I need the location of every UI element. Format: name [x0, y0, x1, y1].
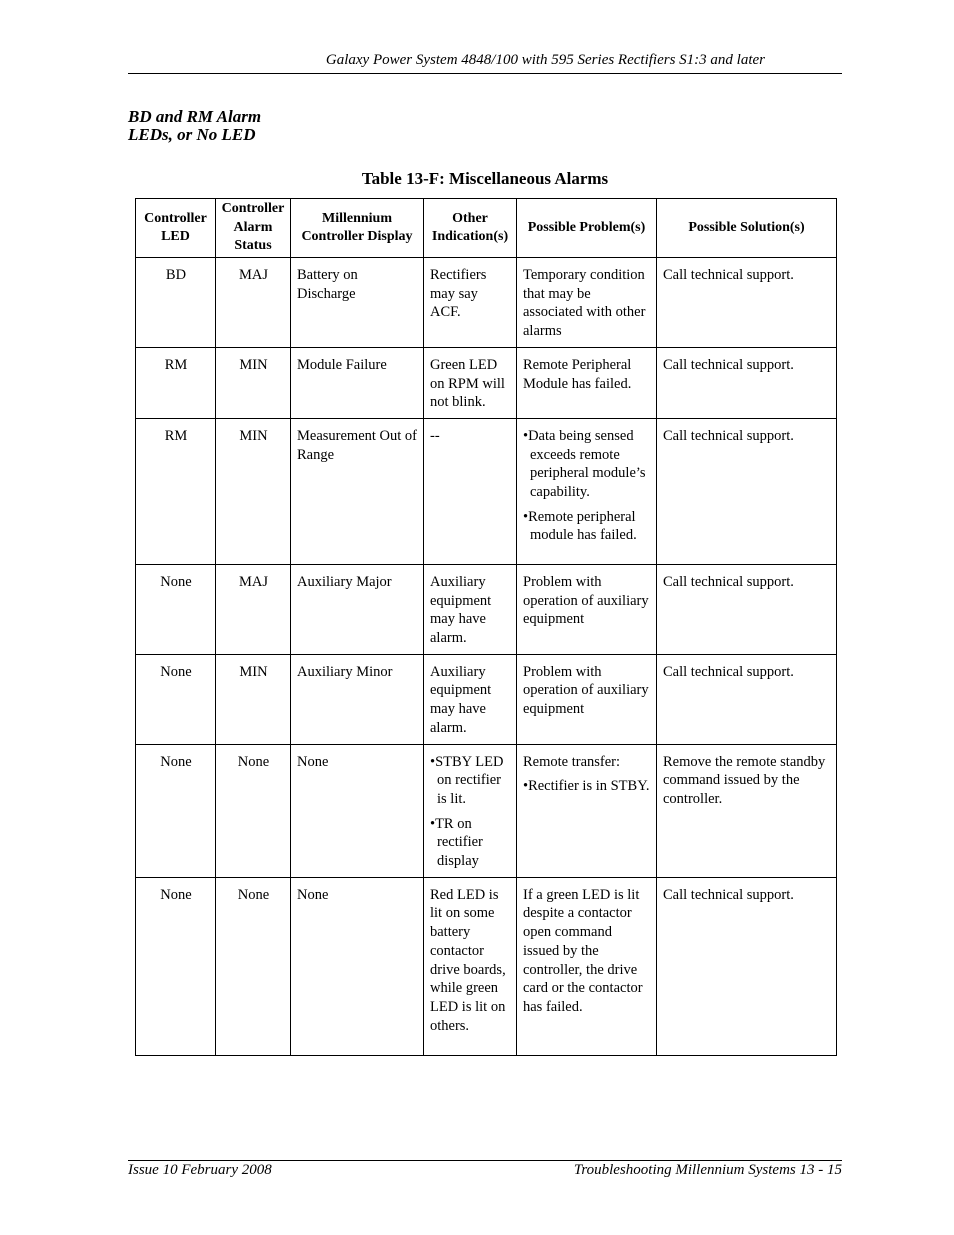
cell-other: Auxiliary equipment may have alarm.: [424, 564, 517, 654]
cell-other: Red LED is lit on some battery contactor drive boards, while green LED is lit on others.: [424, 877, 517, 1055]
cell-display: Measurement Out of Range: [291, 418, 424, 564]
cell-led: RM: [136, 418, 216, 564]
cell-problem: Problem with operation of auxiliary equipment: [517, 654, 657, 744]
cell-other: Green LED on RPM will not blink.: [424, 347, 517, 418]
bullet-item: •Remote peripheral module has failed.: [523, 508, 637, 544]
footer-issue-date: Issue 10 February 2008: [128, 1162, 272, 1178]
cell-status: MAJ: [216, 564, 291, 654]
cell-other: --: [424, 418, 517, 564]
column-header-controller-display: Millennium Controller Display: [291, 199, 424, 258]
section-title-line-2: LEDs, or No LED: [128, 125, 256, 144]
cell-solution: Call technical support.: [657, 418, 837, 564]
cell-problem: Remote Peripheral Module has failed.: [517, 347, 657, 418]
cell-status: MIN: [216, 418, 291, 564]
bullet-item: •STBY LED on rectifier is lit.: [430, 753, 504, 807]
column-header-other-indications: Other Indication(s): [424, 199, 517, 258]
cell-solution: Call technical support.: [657, 258, 837, 348]
cell-led: BD: [136, 258, 216, 348]
column-header-possible-problems: Possible Problem(s): [517, 199, 657, 258]
table-row: [136, 564, 837, 654]
cell-solution: Call technical support.: [657, 347, 837, 418]
table-row: [136, 347, 837, 418]
bullet-item: •Data being sensed exceeds remote peripheral module’s capability.: [523, 427, 646, 501]
cell-led: None: [136, 877, 216, 1055]
cell-problem: Remote transfer: •Rectifier is in STBY.: [517, 744, 657, 877]
cell-status: None: [216, 877, 291, 1055]
table-row: [136, 258, 837, 348]
table-row: [136, 654, 837, 744]
cell-led: RM: [136, 347, 216, 418]
cell-status: None: [216, 744, 291, 877]
bullet-item: •TR on rectifier display: [430, 815, 483, 870]
cell-status: MIN: [216, 654, 291, 744]
table-row: [136, 744, 837, 877]
footer-page-number: Troubleshooting Millennium Systems 13 - 15: [573, 1162, 842, 1178]
cell-solution: Remove the remote standby command issued by the controller.: [657, 744, 837, 877]
running-header: [128, 52, 842, 74]
cell-display: Auxiliary Major: [291, 564, 424, 654]
table-row: [136, 418, 837, 564]
cell-led: None: [136, 654, 216, 744]
cell-other: Auxiliary equipment may have alarm.: [424, 654, 517, 744]
cell-display: Auxiliary Minor: [291, 654, 424, 744]
cell-display: None: [291, 877, 424, 1055]
cell-problem: If a green LED is lit despite a contactor open command issued by the controller, the drive card or the contactor has failed.: [517, 877, 657, 1055]
cell-solution: Call technical support.: [657, 877, 837, 1055]
cell-solution: Call technical support.: [657, 564, 837, 654]
cell-display: None: [291, 744, 424, 877]
section-title: [128, 108, 261, 144]
cell-other: [424, 744, 517, 877]
cell-status: MIN: [216, 347, 291, 418]
running-header-text: Galaxy Power System 4848/100 with 595 Series Rectifiers S1:3 and later: [325, 52, 765, 68]
cell-other: Rectifiers may say ACF.: [424, 258, 517, 348]
column-header-controller-led: Controller LED: [136, 199, 216, 258]
cell-display: Module Failure: [291, 347, 424, 418]
cell-status: MAJ: [216, 258, 291, 348]
table-header-row: [136, 199, 837, 258]
alarms-table: [135, 198, 837, 1056]
section-title-line-1: BD and RM Alarm: [128, 107, 262, 126]
cell-problem: Temporary condition that may be associated with other alarms: [517, 258, 657, 348]
bullet-item: •Rectifier is in STBY.: [523, 778, 650, 795]
table-row: [136, 877, 837, 1055]
column-header-alarm-status: Controller Alarm Status: [216, 199, 291, 258]
cell-led: None: [136, 744, 216, 877]
footer-rule: [128, 1160, 842, 1161]
cell-display: Battery on Discharge: [291, 258, 424, 348]
cell-problem: Problem with operation of auxiliary equipment: [517, 564, 657, 654]
cell-solution: Call technical support.: [657, 654, 837, 744]
column-header-possible-solutions: Possible Solution(s): [657, 199, 837, 258]
table-caption: Table 13-F: Miscellaneous Alarms: [361, 169, 609, 188]
cell-problem: [517, 418, 657, 564]
cell-led: None: [136, 564, 216, 654]
